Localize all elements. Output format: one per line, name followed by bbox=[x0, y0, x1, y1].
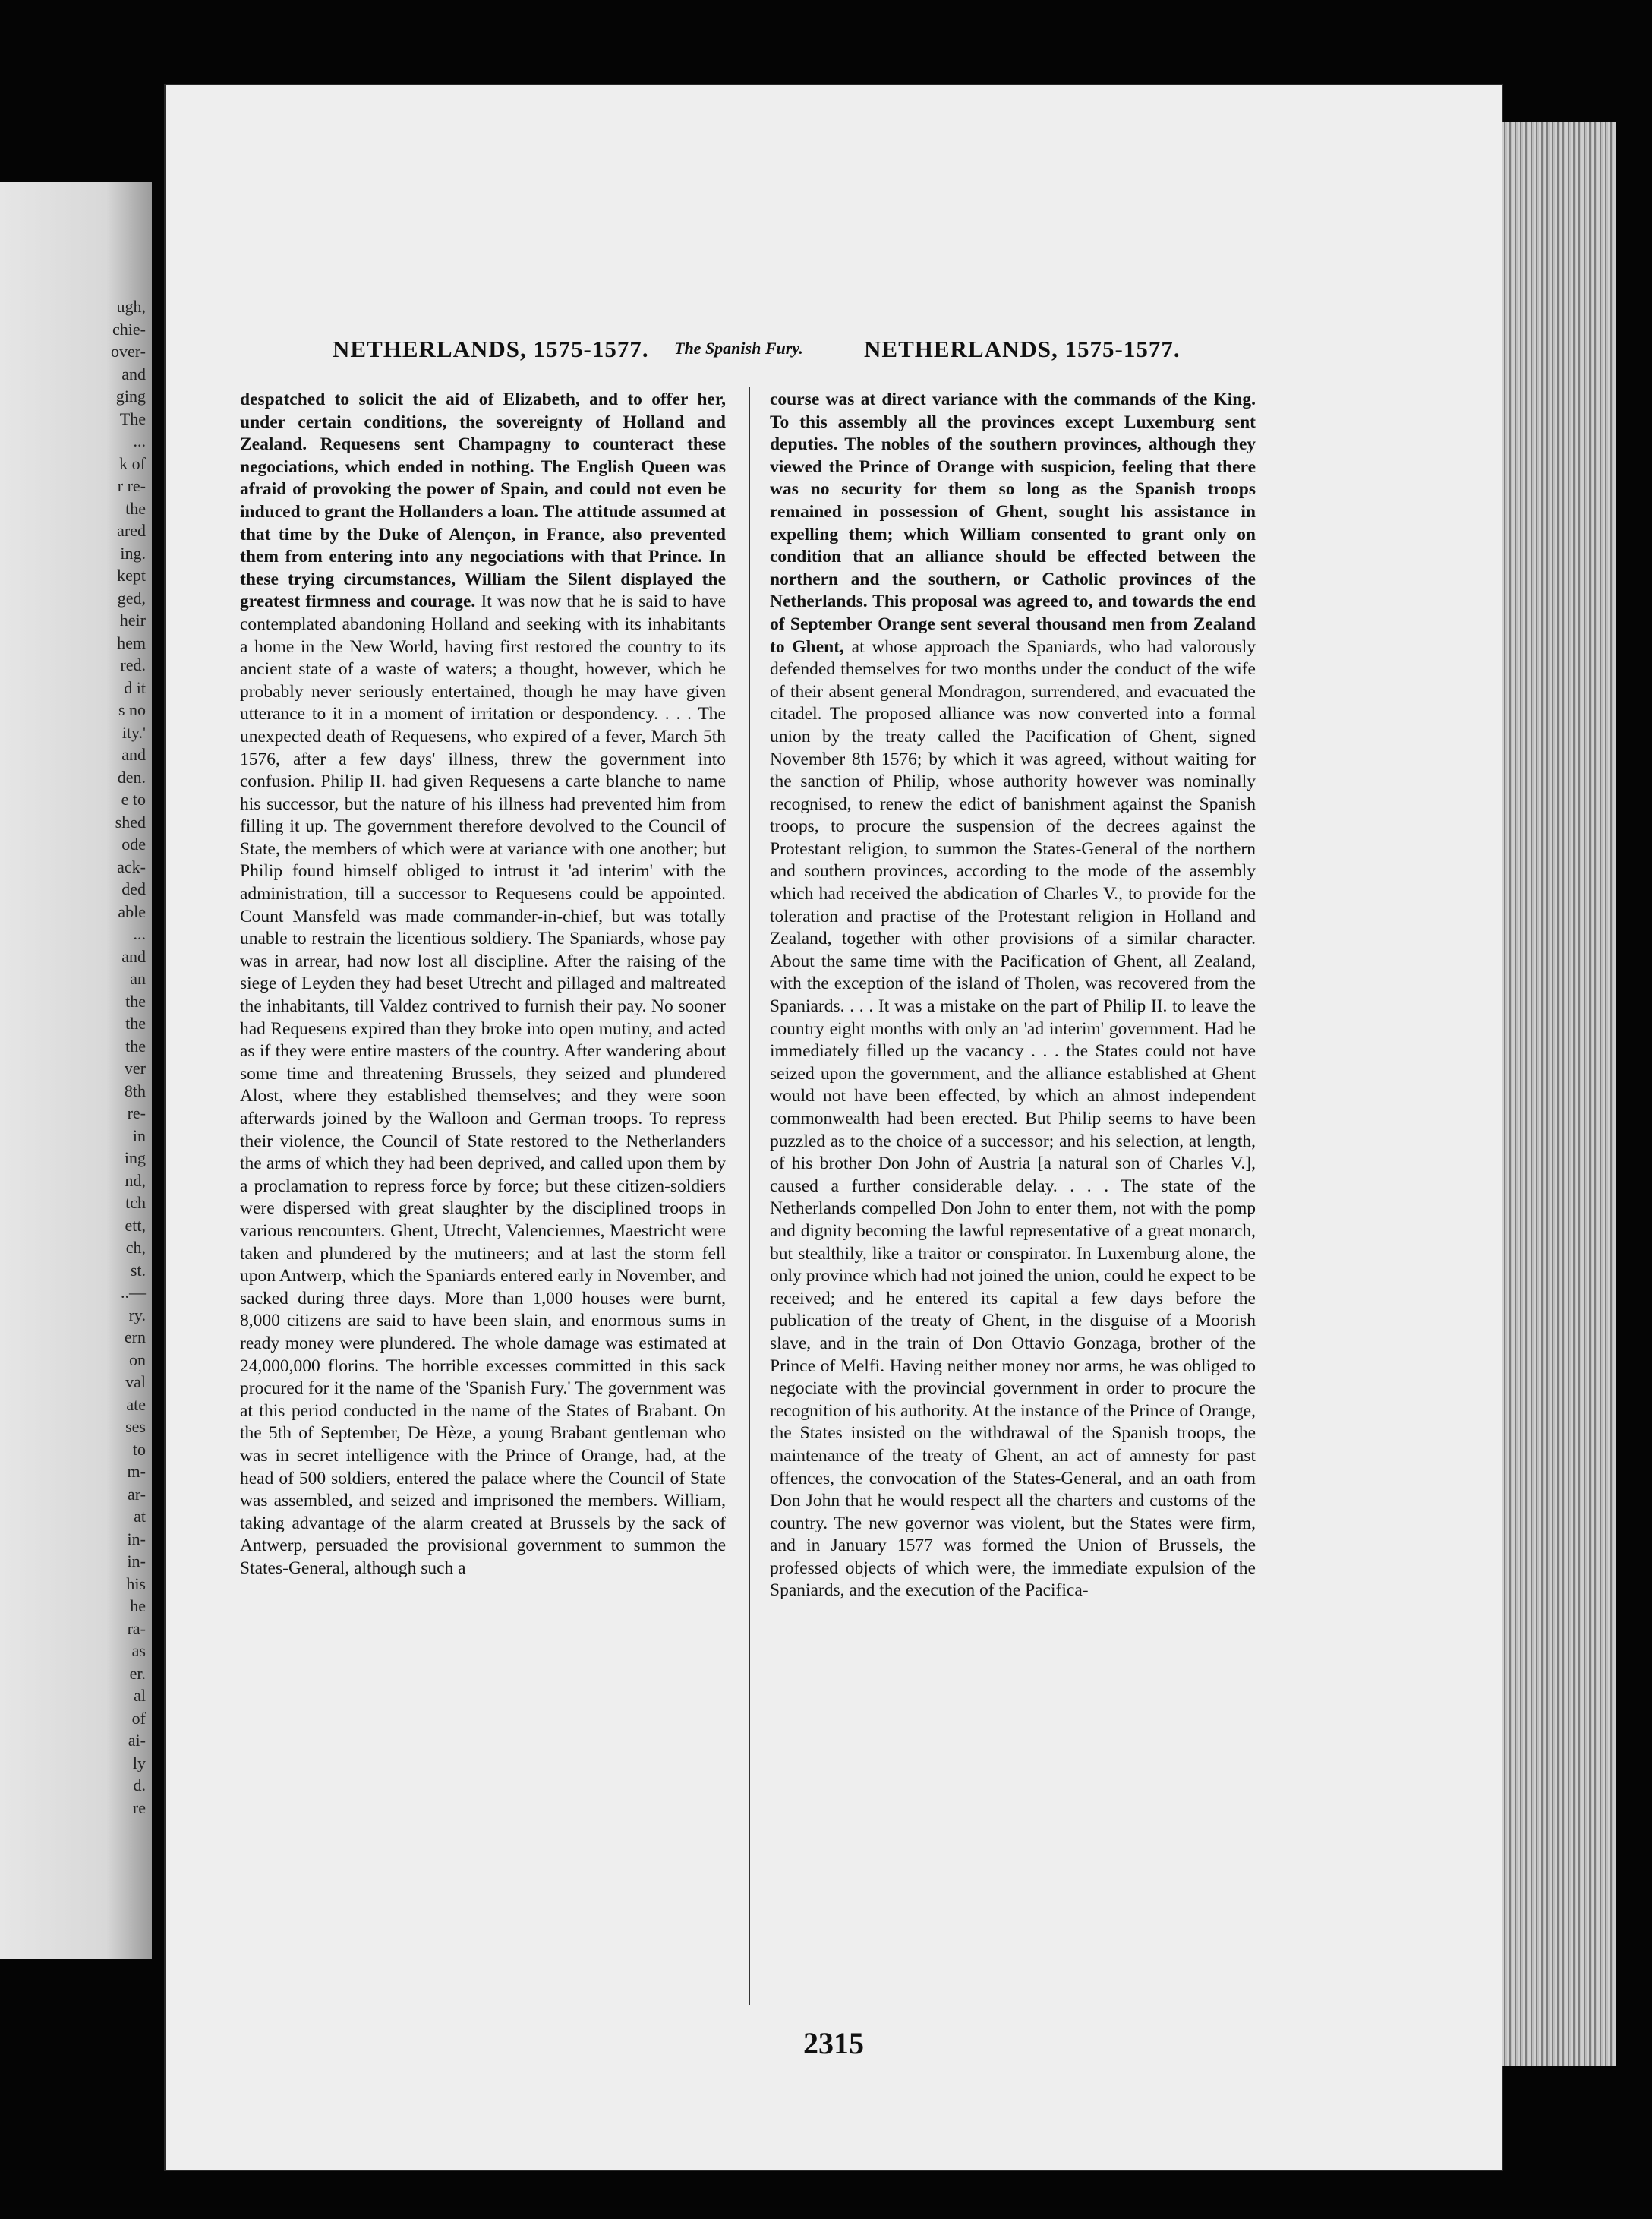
facing-page-fragment: ver bbox=[124, 1059, 146, 1078]
facing-page-fragment: in- bbox=[127, 1529, 146, 1548]
facing-page-fragment: val bbox=[125, 1372, 146, 1391]
facing-page-fragment: chie- bbox=[112, 319, 146, 339]
facing-page-fragment: hem bbox=[117, 633, 146, 652]
facing-page-fragment: 8th bbox=[124, 1081, 146, 1100]
facing-page-fragment: the bbox=[125, 1036, 146, 1056]
column-left-body: It was now that he is said to have contemplated abandoning Holland and seeking with its inhabitants a home in the New World, having first restored the country to its ancient state of a waste of waters; a thought, however, which he probably never seriously entertained, though he may have given utterance to it in a moment of irritation or despondency. . . . The unexpected death of Requesens, who expired of a fever, March 5th 1576, after a few days' illness, threw the government into confusion. Philip II. had given Requesens a carte blanche to name his successor, but the nature of his illness had prevented him from filling it up. The government therefore devolved to the Council of State, the members of which were at variance with one another; but Philip found himself obliged to intrust it 'ad interim' with the administration, till a successor to Requesens could be appointed. Count Mansfeld was made commander-in-chief, but was totally unable to restrain the licentious soldiery. The Spaniards, whose pay was in arrear, had now lost all discipline. After the raising of the siege of Leyden they had beset Utrecht and pillaged and maltreated the inhabitants, till Valdez contrived to furnish their pay. No sooner had Requesens expired than they broke into open mutiny, and acted as if they were entire masters of the country. After wandering about some time and threatening Brussels, they seized and plundered Alost, where they established themselves; and they were soon afterwards joined by the Walloon and German troops. To repress their violence, the Council of State restored to the Netherlanders the arms of which they had been deprived, and called upon them by a proclamation to repress force by force; but these citizen-soldiers were dispersed with great slaughter by the disciplined troops in various rencounters. Ghent, Utrecht, Valenciennes, Maestricht were taken and plundered by the mutineers; and at last the storm fell upon Antwerp, which the Spaniards entered early in November, and sacked during three days. More than 1,000 houses were burnt, 8,000 citizens are said to have been slain, and enormous sums in ready money were plundered. The whole damage was estimated at 24,000,000 florins. The horrible excesses committed in this sack procured for it the name of the 'Spanish Fury.' The government was at this period conducted in the name of the States of Brabant. On the 5th of September, De Hèze, a young Brabant gentleman who was in secret intelligence with the Prince of Orange, had, at the head of 500 soldiers, entered the palace where the Council of State was assembled, and seized and imprisoned the members. William, taking advantage of the alarm created at Brussels by the sack of Antwerp, persuaded the provisional government to summon the States-General, although such a bbox=[240, 592, 726, 1578]
book-page bbox=[166, 85, 1502, 2170]
facing-page-fragment: at bbox=[134, 1507, 146, 1526]
facing-page-fragment: kept bbox=[117, 566, 146, 585]
facing-page-fragment: r re- bbox=[117, 476, 146, 495]
facing-page-fragment: tch bbox=[125, 1193, 146, 1212]
facing-page-fragment: and bbox=[121, 364, 146, 384]
facing-page-fragment: as bbox=[131, 1641, 146, 1660]
facing-page-fragment: and bbox=[121, 946, 146, 966]
facing-page-fragment: ode bbox=[121, 835, 146, 854]
facing-page-fragment: red. bbox=[120, 655, 146, 674]
column-divider bbox=[749, 387, 750, 2005]
facing-page-fragment: ared bbox=[117, 521, 146, 540]
facing-page-fragment: able bbox=[118, 901, 146, 921]
running-header bbox=[166, 336, 1502, 366]
facing-page-left bbox=[0, 182, 152, 1959]
facing-page-fragment: nd, bbox=[125, 1170, 146, 1190]
facing-page-fragment: and bbox=[121, 745, 146, 764]
facing-page-fragment: ded bbox=[121, 879, 146, 898]
facing-page-fragment: in- bbox=[127, 1551, 146, 1570]
facing-page-fragment: er. bbox=[129, 1663, 146, 1683]
facing-page-fragment: ... bbox=[133, 431, 146, 450]
facing-page-fragment: ate bbox=[126, 1394, 146, 1414]
facing-page-fragment: d. bbox=[133, 1776, 146, 1794]
facing-page-fragment: m- bbox=[127, 1462, 146, 1481]
text-column-left bbox=[240, 389, 726, 1580]
facing-page-fragment: re- bbox=[127, 1103, 146, 1122]
facing-page-fragment: ack- bbox=[117, 857, 146, 876]
page-edges-right bbox=[1502, 122, 1616, 2066]
facing-page-fragment: d it bbox=[124, 677, 146, 697]
facing-page-fragment: an bbox=[130, 969, 146, 988]
facing-page-fragment: he bbox=[130, 1596, 146, 1615]
facing-page-fragment: den. bbox=[117, 767, 146, 787]
column-right-lead: course was at direct variance with the commands of the King. To this assembly all the provinces except Luxemburg sent deputies. The nobles of the southern provinces, although they viewed the Prince of Orange with suspicion, feeling that there was no security for them so long as the Spanish troops remained in possession of Ghent, sought his assistance in expelling them; which William consented to grant only on condition that an alliance should be effected between the northern and the southern, or Catholic provinces of the Netherlands. This proposal was agreed to, and towards the end of September Orange sent several thousand men from Zealand to Ghent, bbox=[770, 390, 1256, 657]
header-left: NETHERLANDS, 1575-1577. bbox=[333, 336, 649, 362]
text-column-right bbox=[770, 389, 1256, 1602]
facing-page-fragment: of bbox=[131, 1708, 146, 1728]
facing-page-fragment: ra- bbox=[127, 1618, 146, 1638]
header-right: NETHERLANDS, 1575-1577. bbox=[864, 336, 1181, 362]
facing-page-fragment: shed bbox=[115, 812, 146, 832]
facing-page-fragment: The bbox=[119, 409, 146, 428]
facing-page-fragment: over- bbox=[111, 342, 146, 361]
facing-page-fragment: s no bbox=[118, 700, 146, 719]
facing-page-fragment: ging bbox=[115, 387, 146, 406]
facing-page-fragment: heir bbox=[119, 611, 146, 630]
page-number: 2315 bbox=[803, 2026, 864, 2060]
facing-page-fragment: his bbox=[126, 1574, 146, 1593]
facing-page-fragment: ai- bbox=[128, 1731, 146, 1750]
facing-page-fragment: ett, bbox=[125, 1215, 146, 1235]
facing-page-fragment: ... bbox=[133, 924, 146, 943]
facing-page-fragment: ses bbox=[125, 1417, 146, 1436]
facing-page-fragment: ged, bbox=[117, 588, 146, 608]
column-right-body: at whose approach the Spaniards, who had valorously defended themselves for two months under the conduct of the wife of their absent general Mondragon, surrendered, and evacuated the citadel. The proposed alliance was now converted into a formal union by the treaty called the Pacification of Ghent, signed November 8th 1576; by which it was agreed, without waiting for the sanction of Philip, whose authority however was nominally recognised, to renew the edict of banishment against the Spanish troops, to procure the suspension of the decrees against the Protestant religion, to summon the States-General of the northern and southern provinces, according to the mode of the assembly which had received the abdication of Charles V., to provide for the toleration and practise of the Protestant religion in Holland and Zealand, together with other provisions of a similar character. About the same time with the Pacification of Ghent, all Zealand, with the exception of the island of Tholen, was recovered from the Spaniards. . . . It was a mistake on the part of Philip II. to leave the country eight months with only an 'ad interim' government. Had he immediately filled up the vacancy . . . the States could not have seized upon the government, and the alliance established at Ghent would not have been effected, by which an almost independent commonwealth had been erected. But Philip seems to have been puzzled as to the choice of a successor; and his selection, at length, of his brother Don John of Austria [a natural son of Charles V.], caused a further considerable delay. . . . The state of the Netherlands compelled Don John to enter them, not with the pomp and dignity becoming the lawful representative of a great monarch, but stealthily, like a traitor or conspirator. In Luxemburg alone, the only province which had not joined the union, could he expect to be received; and he entered its capital a few days before the publication of the treaty of Ghent, in the disguise of a Moorish slave, and in the train of Don Ottavio Gonzaga, brother of the Prince of Melfi. Having neither money nor arms, he was obliged to negociate with the provincial government in order to procure the recognition of his authority. At the instance of the Prince of Orange, the States insisted on the withdrawal of the Spanish troops, the maintenance of the treaty of Ghent, an act of amnesty for past offences, the convocation of the States-General, and an oath from Don John that he would respect all the charters and customs of the country. The new governor was violent, but the States were firm, and in January 1577 was formed the Union of Brussels, the professed objects of which were, the immediate expulsion of the Spaniards, and the execution of the Pacifica- bbox=[770, 636, 1256, 1601]
facing-page-fragment: ar- bbox=[128, 1484, 146, 1504]
facing-page-fragment: in bbox=[132, 1125, 146, 1145]
facing-page-fragment: e to bbox=[121, 790, 146, 809]
facing-page-fragment: ch, bbox=[125, 1238, 146, 1257]
facing-page-fragment: ern bbox=[124, 1327, 146, 1346]
facing-page-fragment: k of bbox=[119, 453, 146, 473]
facing-page-fragment: ly bbox=[132, 1753, 146, 1772]
facing-page-fragment: al bbox=[134, 1686, 146, 1705]
facing-page-fragment: the bbox=[125, 991, 146, 1011]
facing-page-fragment: ugh, bbox=[116, 297, 146, 316]
header-section-title: The Spanish Fury. bbox=[674, 339, 803, 358]
facing-page-fragment: to bbox=[132, 1439, 146, 1459]
facing-page-fragment: ry. bbox=[128, 1305, 146, 1324]
facing-page-fragment: ing. bbox=[120, 543, 146, 563]
facing-page-fragment: the bbox=[125, 1014, 146, 1033]
facing-page-fragment: re bbox=[132, 1798, 146, 1817]
facing-page-fragment: ing bbox=[124, 1148, 146, 1167]
facing-page-fragment: the bbox=[125, 498, 146, 518]
facing-page-fragment: ..— bbox=[121, 1283, 146, 1302]
facing-page-fragment: on bbox=[129, 1349, 146, 1369]
column-left-lead: despatched to solicit the aid of Elizabeth, and to offer her, under certain conditions, the sovereignty of Holland and Zealand. Requesens sent Champagny to counteract these negociations, which ended in nothing. The English Queen was afraid of provoking the power of Spain, and could not even be induced to grant the Hollanders a loan. The attitude assumed at that time by the Duke of Alençon, in France, also prevented them from entering into any negociations with that Prince. In these trying circumstances, William the Silent displayed the greatest firmness and courage. bbox=[240, 390, 726, 612]
facing-page-fragment: st. bbox=[130, 1260, 146, 1280]
facing-page-fragment: ity.' bbox=[121, 722, 146, 742]
